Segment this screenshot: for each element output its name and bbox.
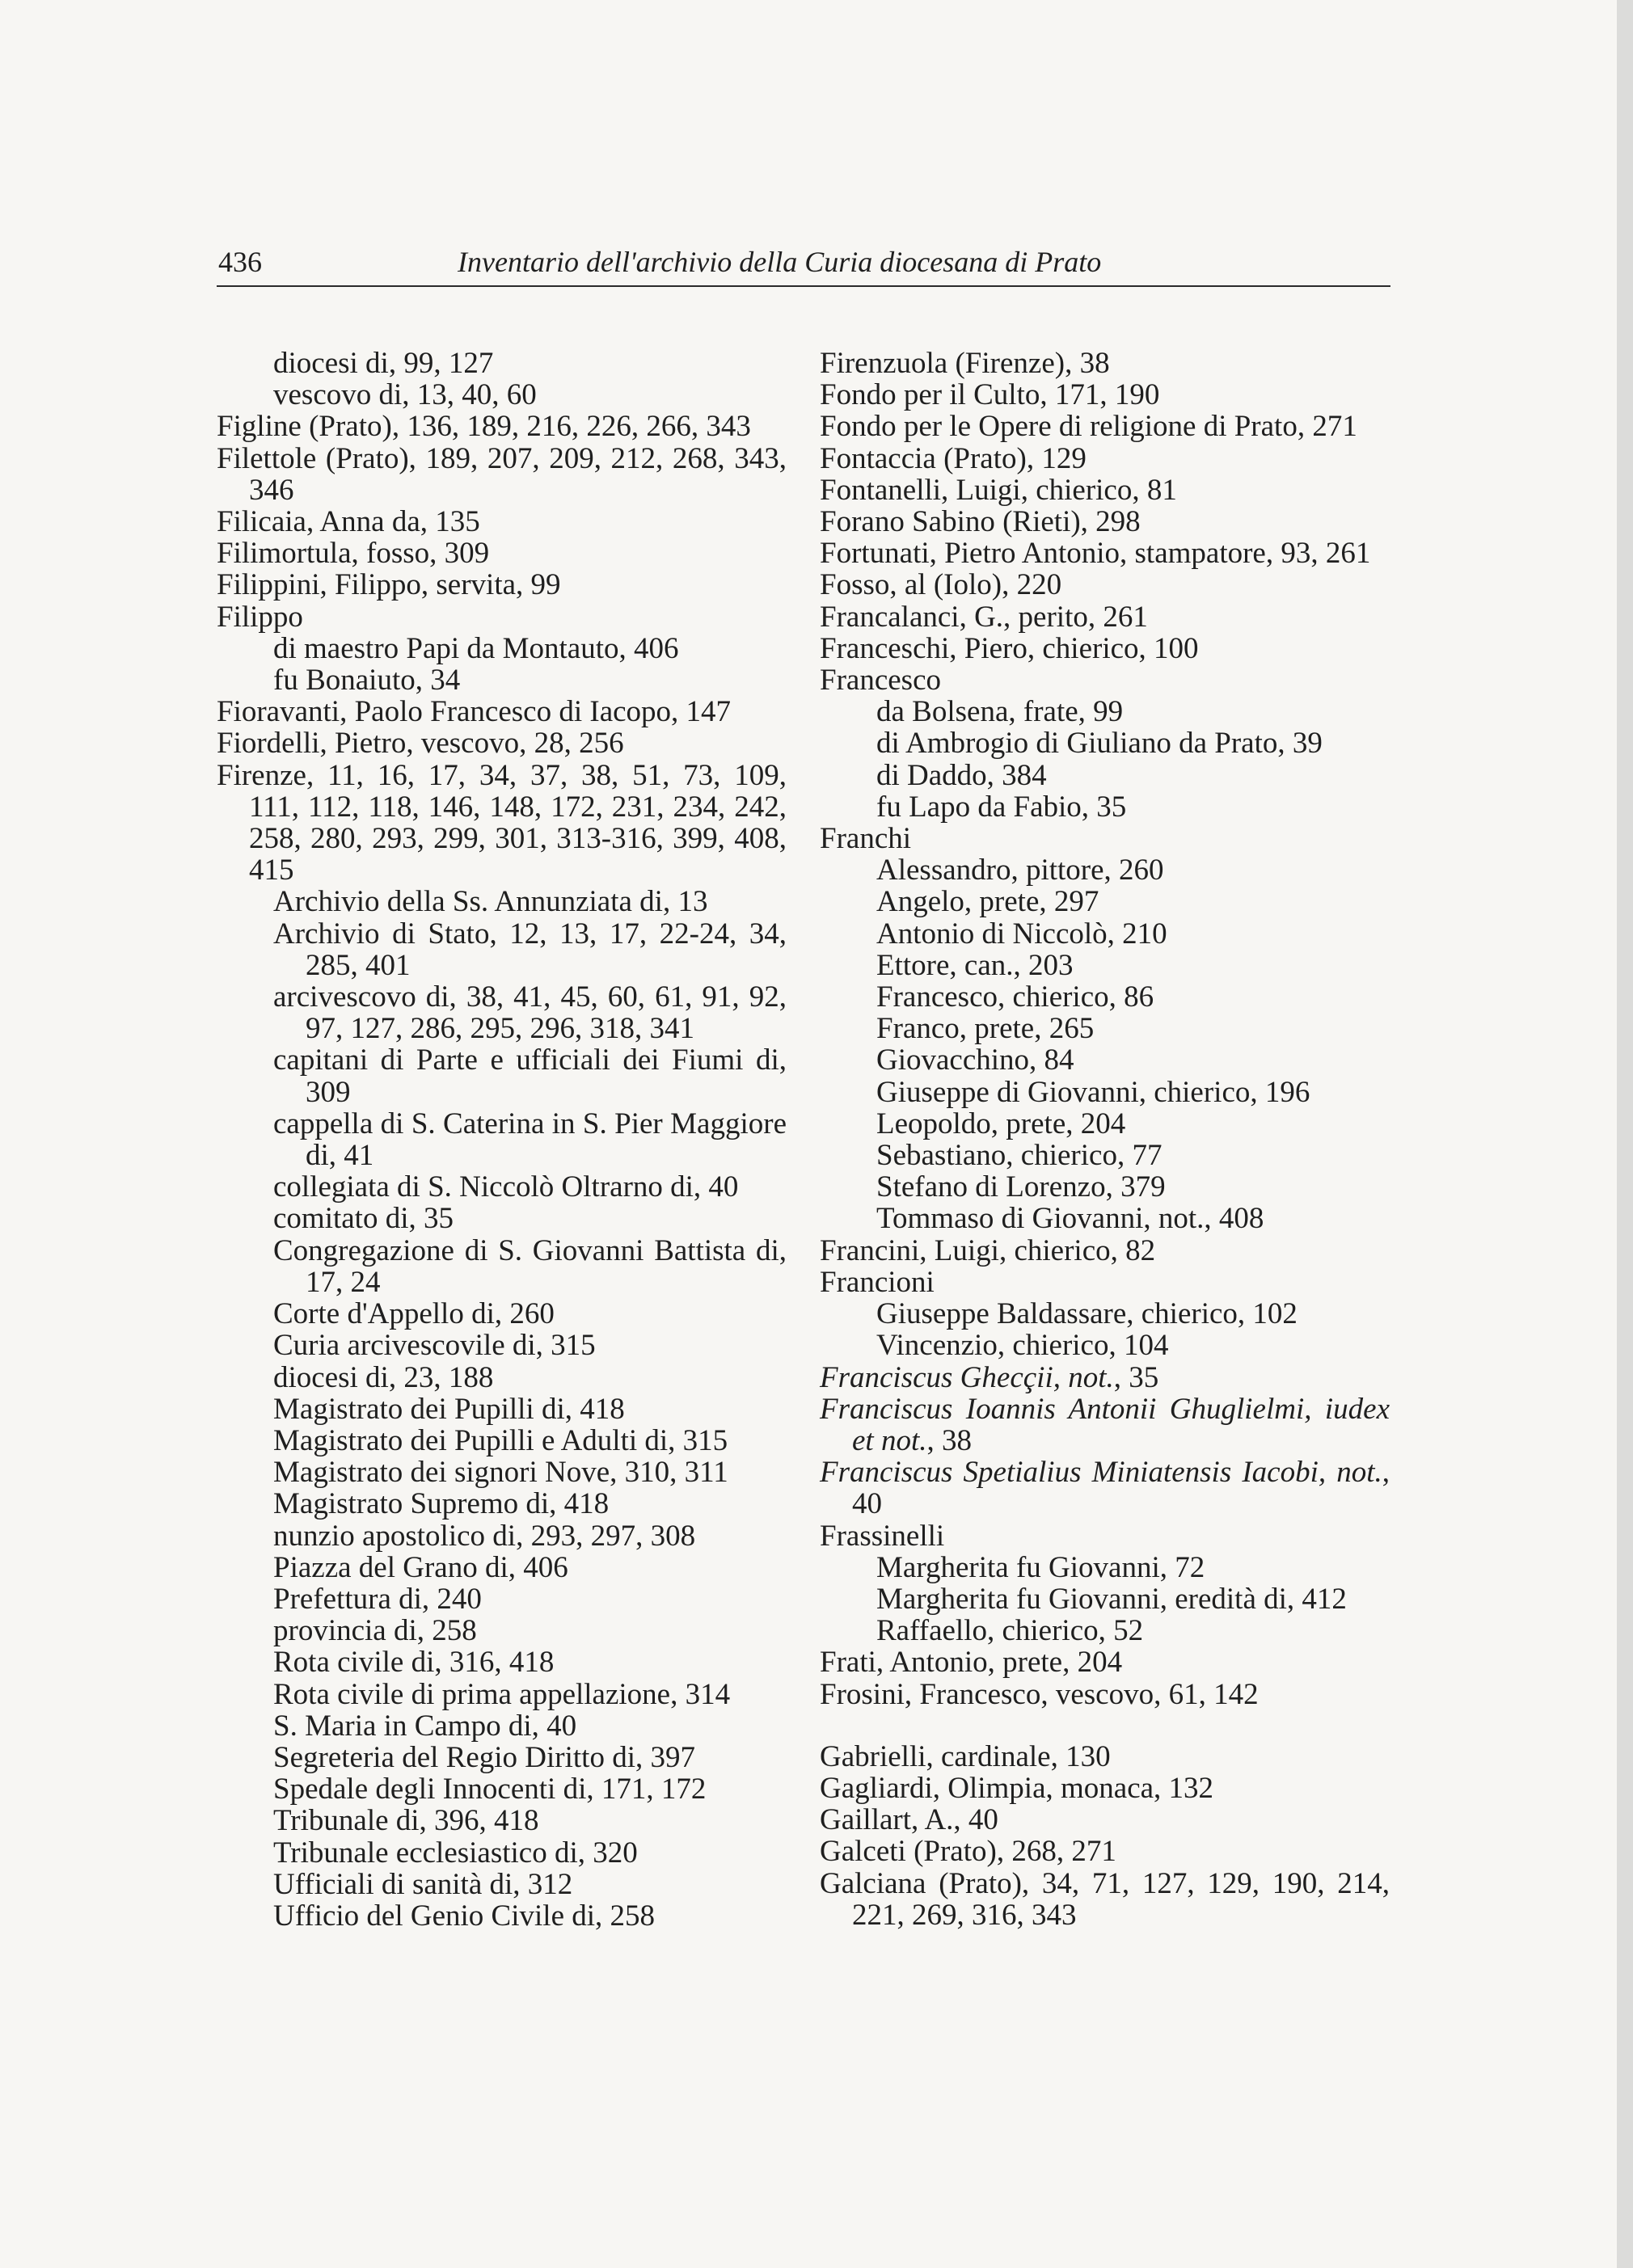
index-entry: Fortunati, Pietro Antonio, stampatore, 93, 261 (820, 537, 1371, 571)
index-subentry: Spedale degli Innocenti di, 171, 172 (273, 1773, 707, 1806)
index-subentry: Magistrato dei signori Nove, 310, 311 (273, 1456, 728, 1490)
entry-references: , 40 (852, 1456, 1390, 1521)
index-entry: Francesco (820, 664, 941, 698)
index-subentry: diocesi di, 99, 127 (273, 347, 494, 380)
index-entry: Francalanci, G., perito, 261 (820, 600, 1148, 634)
index-entry: Filippo (217, 600, 303, 634)
page-edge (1617, 0, 1633, 2268)
index-subentry: capitani di Parte e ufficiali dei Fiumi di, 309 (273, 1043, 787, 1109)
index-entry: Fondo per il Culto, 171, 190 (820, 378, 1160, 412)
index-subentry: Stefano di Lorenzo, 379 (876, 1170, 1166, 1204)
index-subentry: Curia arcivescovile di, 315 (273, 1329, 596, 1363)
index-entry: Filettole (Prato), 189, 207, 209, 212, 268, 343, 346 (217, 441, 787, 507)
entry-italic-name: Franciscus Ioannis Antonii Ghuglielmi, iudex et not. (820, 1392, 1390, 1457)
index-subentry: Franco, prete, 265 (876, 1012, 1095, 1046)
index-entry: Franchi (820, 822, 912, 856)
index-entry (820, 1362, 1390, 1393)
index-subentry: comitato di, 35 (273, 1202, 454, 1236)
index-subentry: Magistrato dei Pupilli di, 418 (273, 1392, 625, 1426)
index-subentry: collegiata di S. Niccolò Oltrarno di, 40 (273, 1170, 739, 1204)
index-entry: Fosso, al (Iolo), 220 (820, 568, 1062, 602)
index-entry (820, 1456, 1390, 1520)
index-entry: Fontanelli, Luigi, chierico, 81 (820, 473, 1177, 507)
entry-references: , 38 (926, 1423, 972, 1457)
index-subentry: Prefettura di, 240 (273, 1582, 482, 1616)
index-subentry: Rota civile di prima appellazione, 314 (273, 1677, 731, 1711)
index-subentry: nunzio apostolico di, 293, 297, 308 (273, 1519, 696, 1553)
index-subentry: Giuseppe Baldassare, chierico, 102 (876, 1297, 1298, 1331)
index-entry: Filimortula, fosso, 309 (217, 537, 490, 571)
index-subentry: Tommaso di Giovanni, not., 408 (876, 1202, 1264, 1236)
index-entry: Filicaia, Anna da, 135 (217, 505, 480, 539)
running-title: Inventario dell'archivio della Curia diocesana di Prato (458, 246, 1102, 278)
entry-italic-name: Franciscus Spetialius Miniatensis Iacobi, not. (820, 1456, 1382, 1490)
index-entry: Gabrielli, cardinale, 130 (820, 1739, 1111, 1773)
page-number: 436 (218, 246, 262, 278)
index-subentry: provincia di, 258 (273, 1614, 477, 1648)
index-subentry: Giovacchino, 84 (876, 1043, 1074, 1077)
index-entry: Fondo per le Opere di religione di Prato, 271 (820, 410, 1357, 444)
index-entry: Firenze, 11, 16, 17, 34, 37, 38, 51, 73, 109, 111, 112, 118, 146, 148, 172, 231, 234, 242, 258, 280, 293, 299, 301, 313-316, 399, 408, 415 (217, 758, 787, 887)
index-subentry: di maestro Papi da Montauto, 406 (273, 631, 679, 665)
index-entry: Francioni (820, 1265, 935, 1299)
section-gap (820, 1710, 1390, 1741)
index-subentry: Archivio della Ss. Annunziata di, 13 (273, 885, 708, 919)
index-entry: Firenzuola (Firenze), 38 (820, 347, 1110, 380)
index-subentry: Alessandro, pittore, 260 (876, 854, 1164, 887)
index-subentry: Ettore, can., 203 (876, 948, 1074, 982)
entry-italic-name: Franciscus Ghecçii, not. (820, 1360, 1114, 1394)
index-subentry: Magistrato Supremo di, 418 (273, 1487, 610, 1521)
index-subentry: Giuseppe di Giovanni, chierico, 196 (876, 1075, 1310, 1109)
index-subentry: fu Bonaiuto, 34 (273, 664, 461, 698)
index-subentry: Raffaello, chierico, 52 (876, 1614, 1144, 1648)
index-subentry: da Bolsena, frate, 99 (876, 695, 1124, 729)
index-subentry: Leopoldo, prete, 204 (876, 1107, 1126, 1140)
index-entry: Frati, Antonio, prete, 204 (820, 1646, 1123, 1680)
index-subentry: Magistrato dei Pupilli e Adulti di, 315 (273, 1423, 728, 1457)
index-subentry: diocesi di, 23, 188 (273, 1360, 494, 1394)
index-entry (820, 1393, 1390, 1456)
index-subentry: S. Maria in Campo di, 40 (273, 1709, 577, 1743)
index-subentry: Margherita fu Giovanni, eredità di, 412 (876, 1582, 1347, 1616)
index-entry: Fioravanti, Paolo Francesco di Iacopo, 147 (217, 695, 732, 729)
header-rule (217, 285, 1390, 287)
index-subentry: Tribunale ecclesiastico di, 320 (273, 1836, 638, 1870)
entry-references: , 35 (1113, 1360, 1159, 1394)
index-subentry: Vincenzio, chierico, 104 (876, 1329, 1169, 1363)
index-column-left (217, 348, 787, 1932)
index-entry: Fiordelli, Pietro, vescovo, 28, 256 (217, 727, 624, 761)
index-subentry: arcivescovo di, 38, 41, 45, 60, 61, 91, 92, 97, 127, 286, 295, 296, 318, 341 (273, 980, 787, 1046)
index-subentry: cappella di S. Caterina in S. Pier Maggiore di, 41 (273, 1107, 787, 1173)
index-subentry: vescovo di, 13, 40, 60 (273, 378, 537, 412)
index-entry: Fontaccia (Prato), 129 (820, 441, 1087, 475)
index-column-right (820, 348, 1390, 1931)
page-header (218, 245, 1390, 285)
index-subentry: Ufficiali di sanità di, 312 (273, 1867, 573, 1901)
index-entry: Galciana (Prato), 34, 71, 127, 129, 190, 214, 221, 269, 316, 343 (820, 1866, 1390, 1932)
index-subentry: Segreteria del Regio Diritto di, 397 (273, 1740, 695, 1774)
index-subentry: Archivio di Stato, 12, 13, 17, 22-24, 34, 285, 401 (273, 917, 787, 982)
index-entry: Figline (Prato), 136, 189, 216, 226, 266, 343 (217, 410, 751, 444)
index-subentry: Ufficio del Genio Civile di, 258 (273, 1899, 656, 1933)
index-entry: Galceti (Prato), 268, 271 (820, 1835, 1116, 1869)
index-entry: Francini, Luigi, chierico, 82 (820, 1233, 1156, 1267)
index-subentry: di Daddo, 384 (876, 758, 1047, 792)
index-subentry: fu Lapo da Fabio, 35 (876, 790, 1127, 824)
index-entry: Gagliardi, Olimpia, monaca, 132 (820, 1771, 1214, 1805)
index-entry: Franceschi, Piero, chierico, 100 (820, 631, 1199, 665)
index-subentry: Corte d'Appello di, 260 (273, 1297, 555, 1331)
index-subentry: Antonio di Niccolò, 210 (876, 917, 1167, 951)
index-entry: Frosini, Francesco, vescovo, 61, 142 (820, 1677, 1259, 1711)
index-entry: Filippini, Filippo, servita, 99 (217, 568, 561, 602)
index-subentry: Angelo, prete, 297 (876, 885, 1099, 919)
index-subentry: Tribunale di, 396, 418 (273, 1804, 539, 1838)
index-subentry: Congregazione di S. Giovanni Battista di, 17, 24 (273, 1233, 787, 1299)
index-subentry: di Ambrogio di Giuliano da Prato, 39 (876, 727, 1323, 761)
index-subentry: Sebastiano, chierico, 77 (876, 1139, 1163, 1173)
index-entry: Gaillart, A., 40 (820, 1803, 998, 1837)
index-subentry: Francesco, chierico, 86 (876, 980, 1154, 1014)
index-subentry: Margherita fu Giovanni, 72 (876, 1550, 1205, 1584)
index-subentry: Piazza del Grano di, 406 (273, 1550, 568, 1584)
index-subentry: Rota civile di, 316, 418 (273, 1646, 555, 1680)
index-entry: Forano Sabino (Rieti), 298 (820, 505, 1141, 539)
index-entry: Frassinelli (820, 1519, 945, 1553)
